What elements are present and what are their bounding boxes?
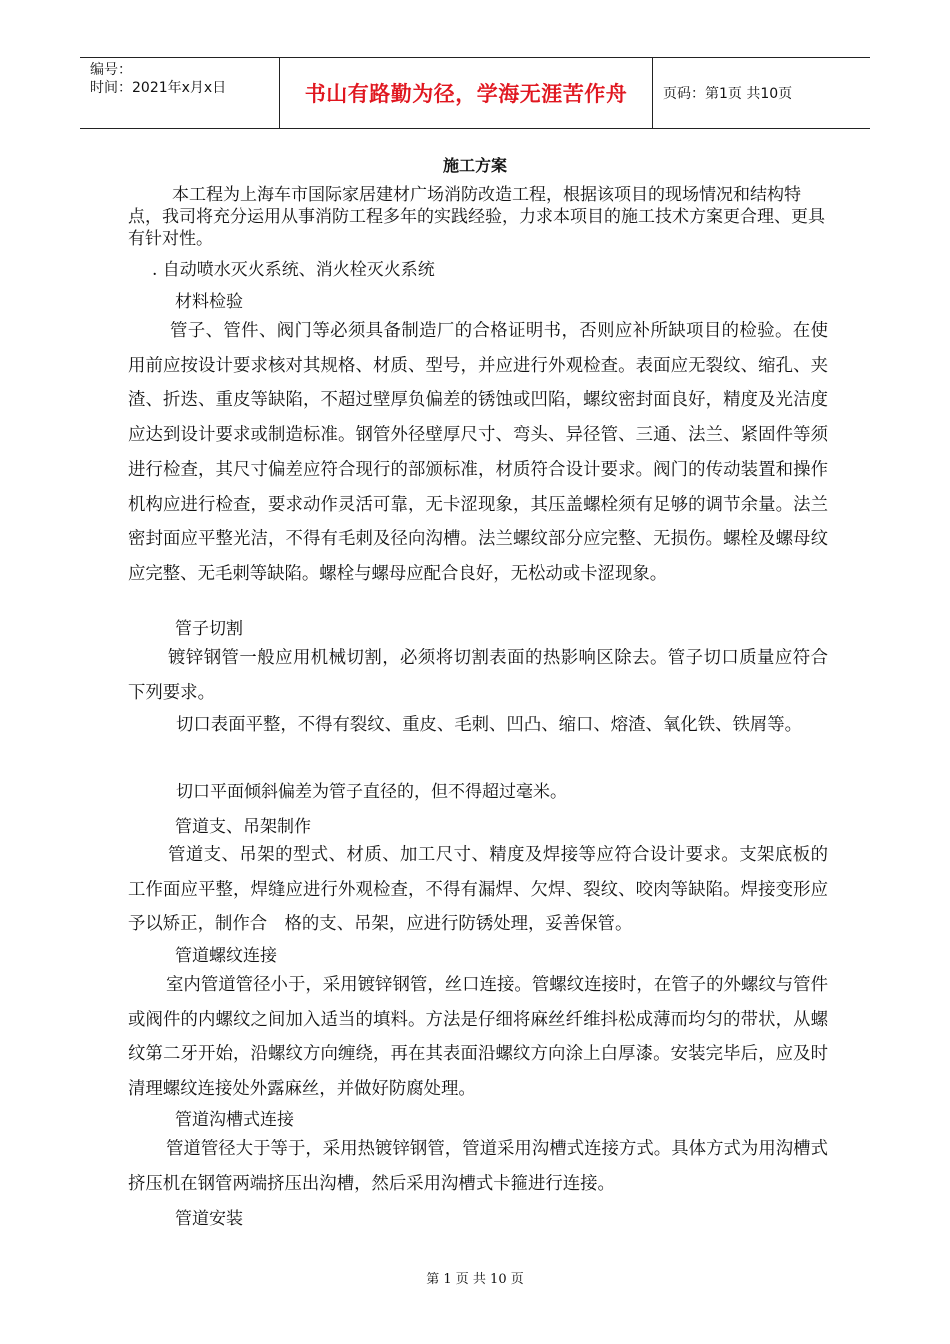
heading-pipe-cutting: 管子切割 (175, 619, 243, 639)
header-page-info: 页码：第1页 共10页 (663, 86, 793, 102)
paragraph-support-fabrication: 管道支、吊架的型式、材质、加工尺寸、精度及焊接等应符合设计要求。支架底板的工作面应平整，焊缝应进行外观检查，不得有漏焊、欠焊、裂纹、咬肉等缺陷。焊接变形应予以矫正，制作合 格的支、吊架，应进行防锈处理，妥善保管。 (128, 845, 828, 935)
section-title: . 自动喷水灭火系统、消火栓灭火系统 (152, 260, 435, 280)
header-motto: 书山有路勤为径，学海无涯苦作舟 (280, 58, 653, 128)
paragraph-pipe-cutting: 镀锌钢管一般应用机械切割，必须将切割表面的热影响区除去。管子切口质量应符合下列要求。 (128, 648, 828, 703)
serial-number-label: 编号： (90, 62, 132, 78)
heading-material-inspection: 材料检验 (175, 292, 243, 312)
page-footer: 第 1 页 共 10 页 (426, 1272, 524, 1287)
heading-support-fabrication: 管道支、吊架制作 (175, 817, 311, 837)
paragraph-cut-surface: 切口表面平整，不得有裂纹、重皮、毛刺、凹凸、缩口、熔渣、氧化铁、铁屑等。 (176, 715, 803, 735)
paragraph-material-inspection: 管子、管件、阀门等必须具备制造厂的合格证明书，否则应补所缺项目的检验。在使用前应按设计要求核对其规格、材质、型号，并应进行外观检查。表面应无裂纹、缩孔、夹渣、折迭、重皮等缺陷，不超过壁厚负偏差的锈蚀或凹陷，螺纹密封面良好，精度及光洁度应达到设计要求或制造标准。钢管外径壁厚尺寸、弯头、异径管、三通、法兰、紧固件等须进行检查，其尺寸偏差应符合现行的部颁标准，材质符合设计要求。阀门的传动装置和操作机构应进行检查，要求动作灵活可靠，无卡涩现象，其压盖螺栓须有足够的调节余量。法兰密封面应平整光洁，不得有毛刺及径向沟槽。法兰螺纹部分应完整、无损伤。螺栓及螺母纹应完整、无毛刺等缺陷。螺栓与螺母应配合良好，无松动或卡涩现象。 (128, 321, 828, 584)
paragraph-threaded-connection: 室内管道管径小于，采用镀锌钢管，丝口连接。管螺纹连接时，在管子的外螺纹与管件或阀件的内螺纹之间加入适当的填料。方法是仔细将麻丝纤维抖松成薄而均匀的带状，从螺纹第二牙开始，沿螺纹方向缠绕，再在其表面沿螺纹方向涂上白厚漆。安装完毕后，应及时清理螺纹连接处外露麻丝，并做好防腐处理。 (128, 975, 828, 1100)
heading-threaded-connection: 管道螺纹连接 (175, 946, 277, 966)
date-label: 时间：2021年x月x日 (90, 80, 227, 96)
heading-groove-connection: 管道沟槽式连接 (175, 1110, 294, 1130)
paragraph-groove-connection: 管道管径大于等于，采用热镀锌钢管，管道采用沟槽式连接方式。具体方式为用沟槽式挤压机在钢管两端挤压出沟槽，然后采用沟槽式卡箍进行连接。 (128, 1139, 828, 1194)
heading-pipe-installation: 管道安装 (175, 1209, 243, 1229)
intro-paragraph: 本工程为上海车市国际家居建材广场消防改造工程，根据该项目的现场情况和结构特点，我司将充分运用从事消防工程多年的实践经验，力求本项目的施工技术方案更合理、更具有针对性。 (128, 185, 825, 249)
document-title: 施工方案 (442, 156, 507, 175)
header-meta-cell (80, 58, 280, 128)
page-header (80, 57, 870, 129)
paragraph-cut-tilt: 切口平面倾斜偏差为管子直径的，但不得超过毫米。 (176, 782, 567, 802)
